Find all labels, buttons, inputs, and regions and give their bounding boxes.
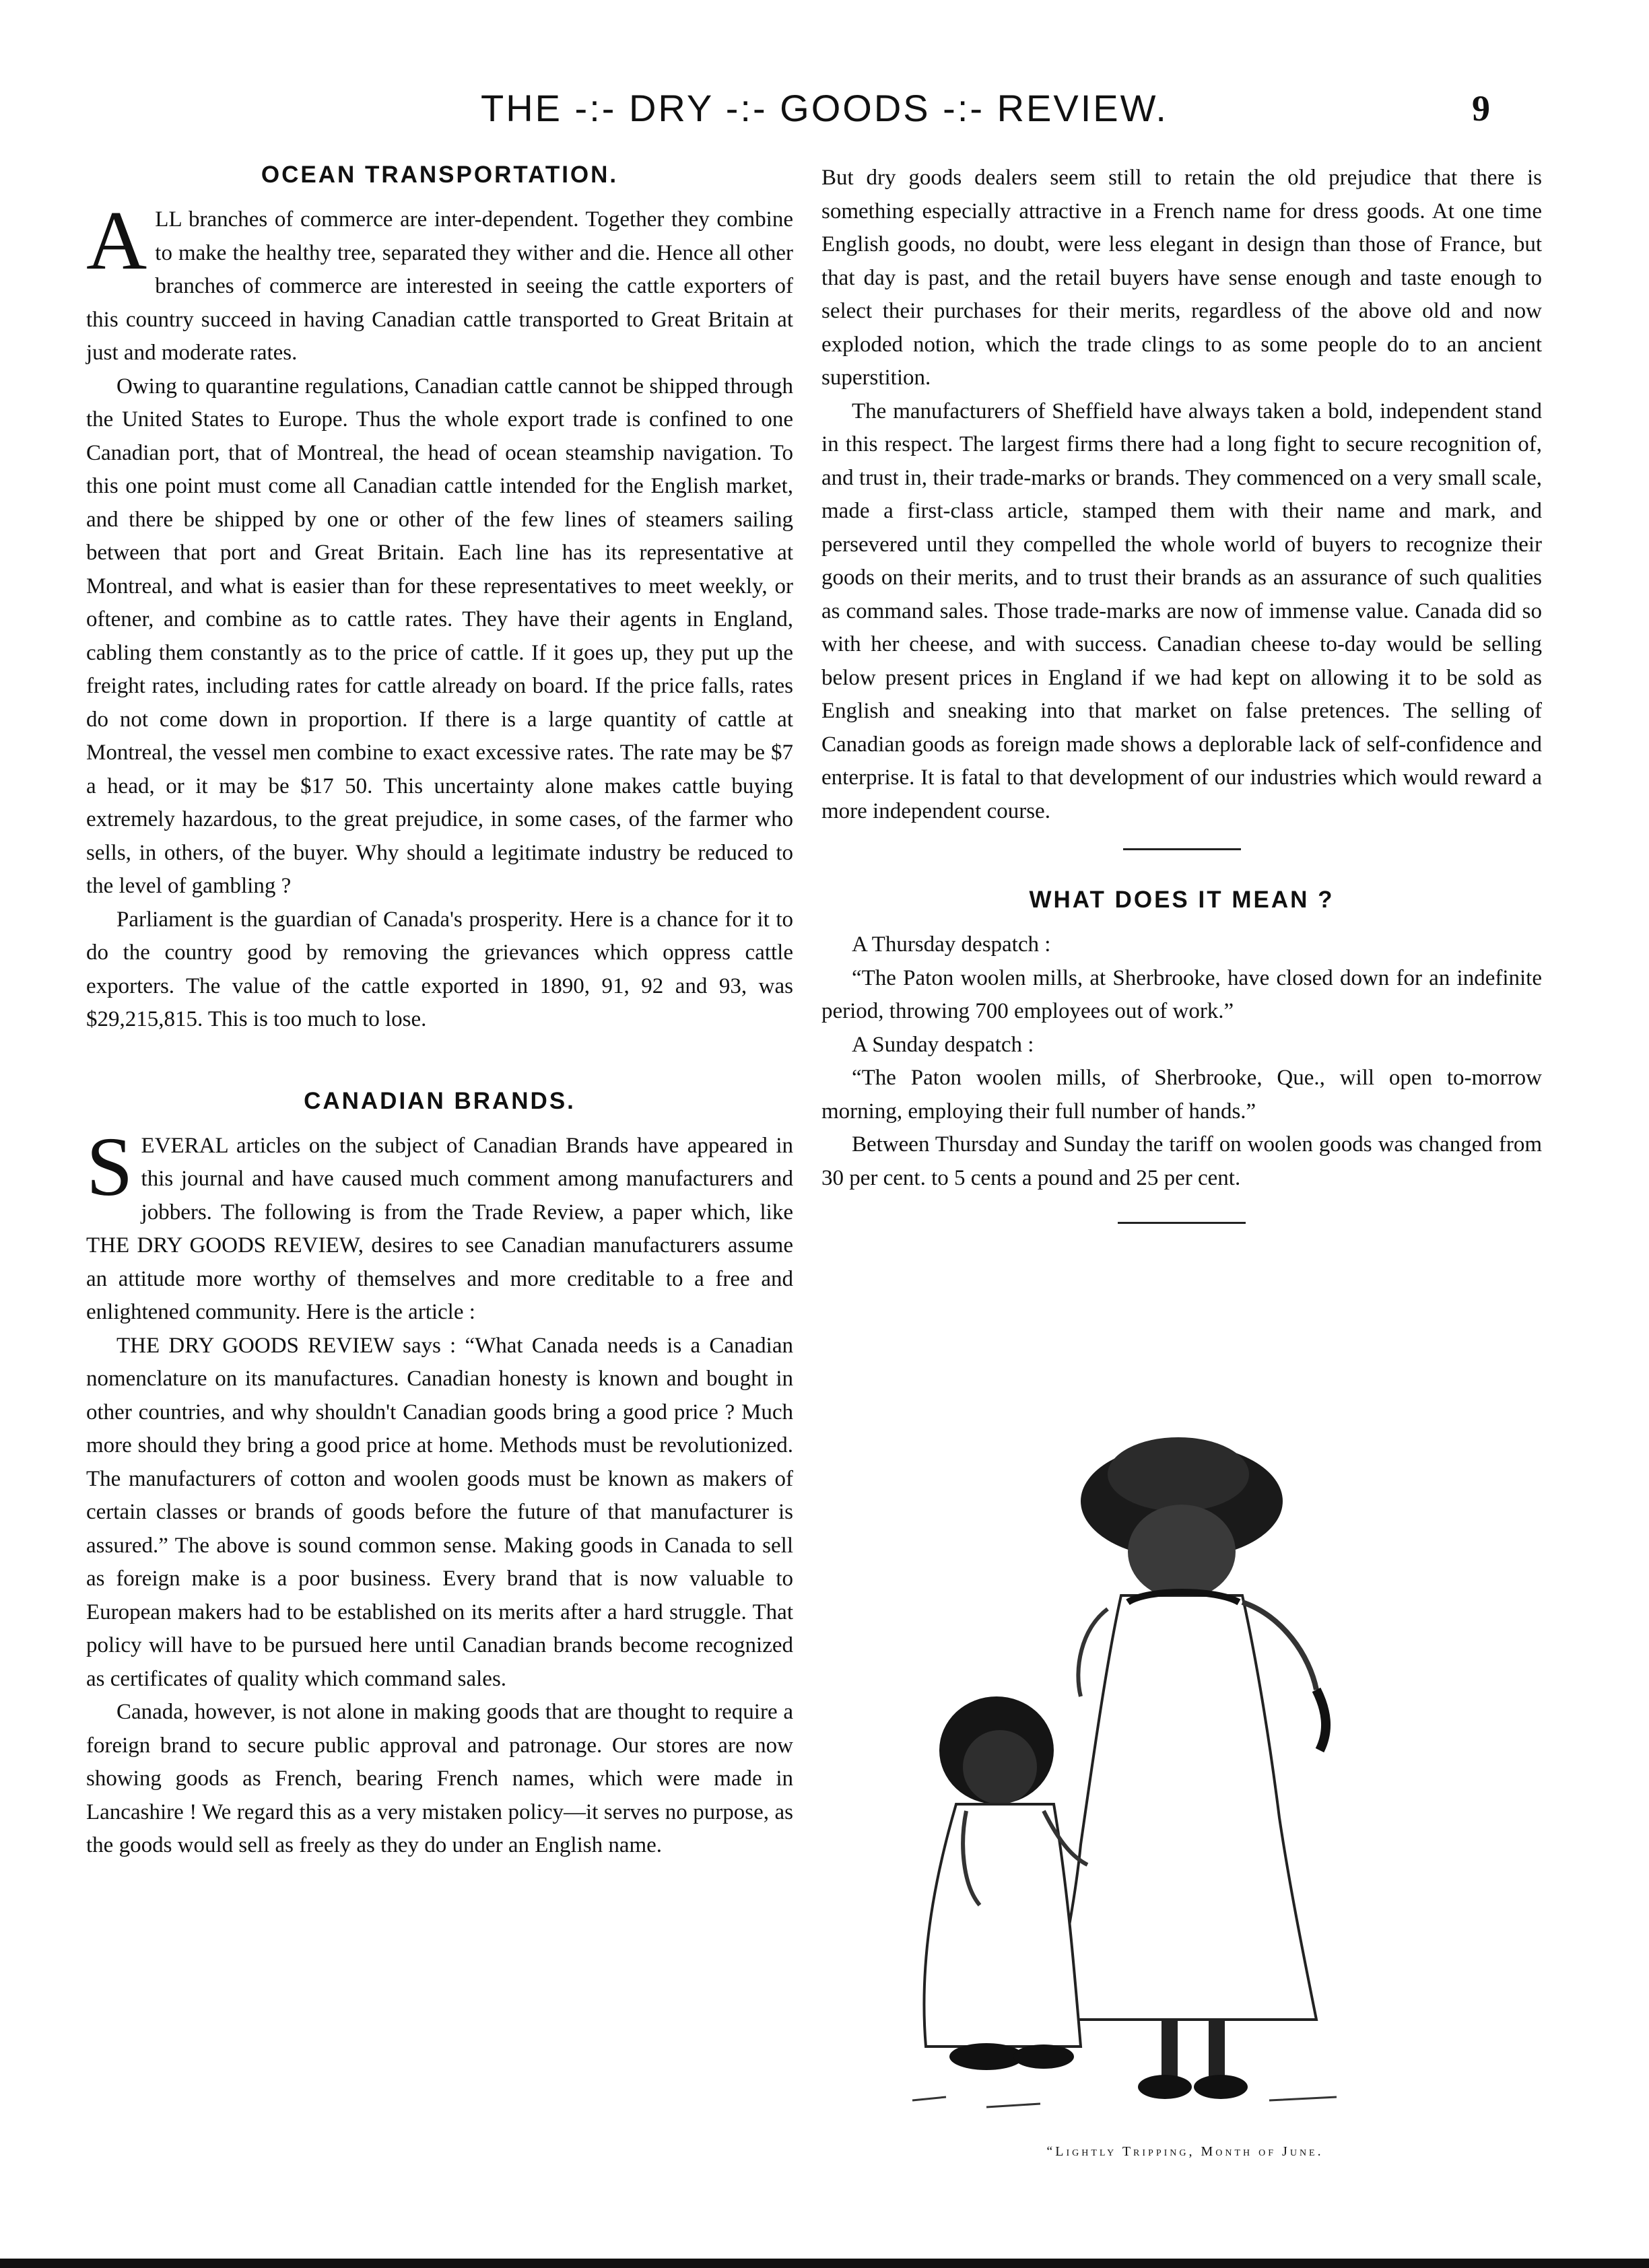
- left-column: [86, 162, 793, 1863]
- masthead: [0, 86, 1649, 147]
- article-paragraph: SEVERAL articles on the subject of Canadian Brands have appeared in this journal and have caused much comment among manufacturers and jobbers. The following is from the Trade Review, a paper which, like THE DRY GOODS REVIEW, desires to see Canadian manufacturers assume an attitude more worthy of themselves and more creditable to a free and enlightened community. Here is the article :: [86, 1120, 793, 1324]
- right-column: [821, 162, 1542, 1224]
- dress-shape: [1054, 1595, 1316, 2020]
- masthead-title: THE -:- DRY -:- GOODS -:- REVIEW.: [481, 87, 1168, 129]
- article-heading: OCEAN TRANSPORTATION.: [261, 162, 619, 188]
- article-paragraph: Between Thursday and Sunday the tariff on woolen goods was changed from 30 per cent. to 5 cents a pound and 25 per cent.: [821, 1132, 1542, 1190]
- despatch-label: A Sunday despatch :: [852, 1032, 1034, 1057]
- section-divider: [1118, 1222, 1246, 1224]
- page-edge-bar: [0, 2259, 1649, 2268]
- despatch-quote: “The Paton woolen mills, of Sherbrooke, Que., will open to-morrow morning, employing their full number of hands.”: [821, 1066, 1542, 1124]
- article-paragraph: THE DRY GOODS REVIEW says : “What Canada needs is a Canadian nomenclature on its manufactures. Canadian honesty is known and bought in other countries, and why shouldn't Canadian goods bring a good price ? Much more should they bring a good price at home. Methods must be revolutionized. The manufacturers of cotton and woolen goods must be known as makers of certain classes or brands of goods before the future of that manufacturer is assured.” The above is sound common sense. Making goods in Canada to sell as foreign make is a poor business. Every brand that is now valuable to European makers had to be established on its merits after a hard struggle. That policy will have to be pursued here until Canadian brands become recognized as certificates of quality which command sales.: [86, 1333, 793, 1691]
- section-divider: [1123, 848, 1241, 850]
- article-ocean-transportation: [86, 162, 793, 1037]
- article-paragraph: Parliament is the guardian of Canada's prosperity. Here is a chance for it to do the country good by removing the grievances which oppress cattle exporters. The value of the cattle exported in 1890, 91, 92 and 93, was $29,215,815. This is too much to lose.: [86, 907, 793, 1031]
- article-paragraph: ALL branches of commerce are inter-dependent. Together they combine to make the healthy tree, separated they wither and die. Hence all other branches of commerce are interested in seeing the cattle exporters of this country succeed in having Canadian cattle transported to Great Britain at just and moderate rates.: [86, 195, 793, 365]
- page-number: 9: [1472, 88, 1490, 129]
- despatch-quote: “The Paton woolen mills, at Sherbrooke, have closed down for an indefinite period, throwing 700 employees out of work.”: [821, 965, 1542, 1023]
- article-paragraph: But dry goods dealers seem still to retain the old prejudice that there is something especially attractive in a French name for dress goods. At one time English goods, no doubt, were less elegant in design than those of France, but that day is past, and the retail buyers have sense enough and taste enough to select their purchases for their merits, regardless of the above old and now exploded notion, which the trade clings to as some people do to an ancient superstition.: [821, 166, 1542, 390]
- photo-caption: “Lightly Tripping, Month of June.: [1046, 2144, 1324, 2159]
- article-paragraph: The manufacturers of Sheffield have always taken a bold, independent stand in this respect. The largest firms there had a long fight to secure recognition of, and trust in, their trade-marks or brands. They commenced on a very small scale, made a first-class article, stamped them with their name and mark, and persevered until they compelled the whole world of buyers to recognize their goods on their merits, and to trust their brands as an assurance of such qualities as command sales. Those trade-marks are now of immense value. Canada did so with her cheese, and with success. Canadian cheese to-day would be selling below present prices in England if we had kept on allowing it to be sold as English and sneaking into that market on false pretences. The selling of Canadian goods as foreign made shows a deplorable lack of self-confidence and enterprise. It is fatal to that development of our industries which would reward a more independent course.: [821, 399, 1542, 823]
- article-heading: CANADIAN BRANDS.: [304, 1087, 576, 1114]
- article-what-does-it-mean: [821, 887, 1542, 1195]
- article-canadian-brands: [86, 1088, 793, 1863]
- article-paragraph: Canada, however, is not alone in making goods that are thought to require a foreign brand to secure public approval and patronage. Our stores are now showing goods as French, bearing French names, which were made in Lancashire ! We regard this as a very mistaken policy—it serves no purpose, as the goods would sell as freely as they do under an English name.: [86, 1700, 793, 1857]
- photo-children-illustration: [906, 1373, 1458, 2117]
- article-paragraph: Owing to quarantine regulations, Canadian cattle cannot be shipped through the United States to Europe. Thus the whole export trade is confined to one Canadian port, that of Montreal, the head of ocean steamship navigation. To this one point must come all Canadian cattle intended for the English market, and there be shipped by one or other of the few lines of steamers sailing between that port and Great Britain. Each line has its representative at Montreal, and what is easier than for these representatives to meet weekly, or oftener, and combine as to cattle rates. They have their agents in England, cabling them constantly as to the price of cattle. If it goes up, they put up the freight rates, including rates for cattle already on board. If the price falls, rates do not come down in proportion. If there is a large quantity of cattle at Montreal, the vessel men combine to exact excessive rates. The rate may be $7 a head, or it may be $17 50. This uncertainty alone makes cattle buying extremely hazardous, to the great prejudice, in some cases, of the farmer who sells, in others, of the buyer. Why should a legitimate industry be reduced to the level of gambling ?: [86, 374, 793, 898]
- article-heading: WHAT DOES IT MEAN ?: [1029, 887, 1335, 913]
- article-canadian-brands-continued: [821, 162, 1542, 828]
- despatch-label: A Thursday despatch :: [852, 932, 1051, 957]
